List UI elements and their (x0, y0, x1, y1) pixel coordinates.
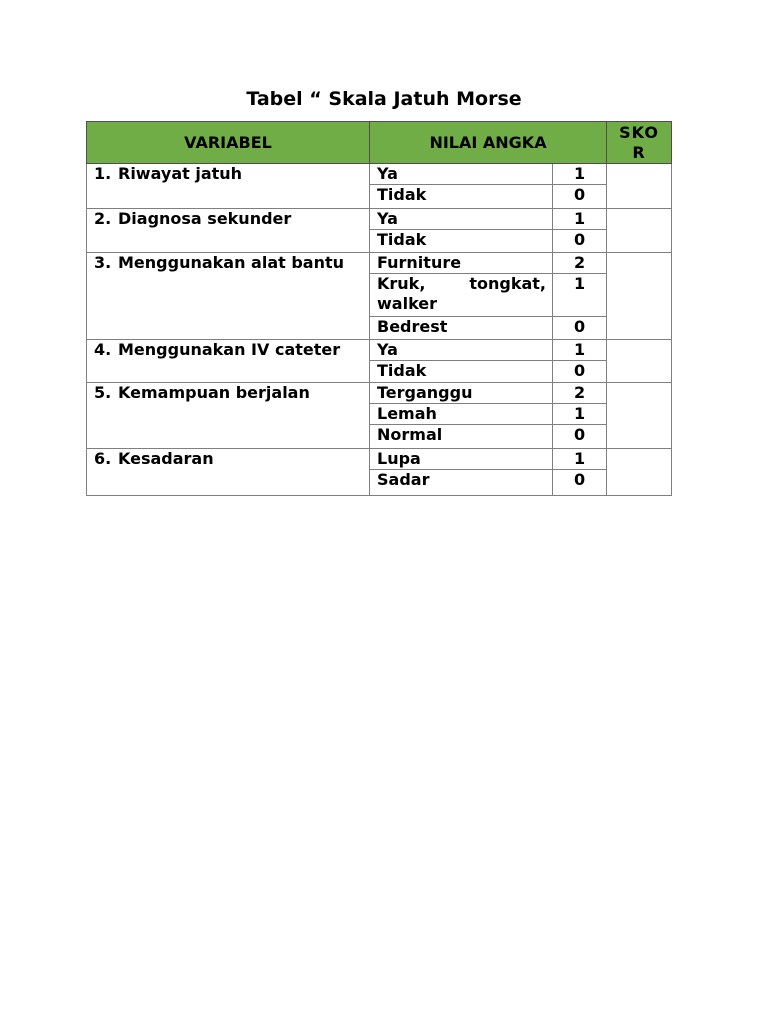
option-label: Terganggu (370, 383, 553, 404)
table-row (87, 209, 672, 230)
variable-number: 1. (94, 164, 112, 183)
option-label: Furniture (370, 253, 553, 274)
option-value: 0 (553, 425, 607, 449)
option-label: Tidak (370, 230, 553, 253)
option-label: Ya (370, 164, 553, 185)
option-value: 1 (553, 340, 607, 361)
variable-cell (87, 449, 370, 496)
option-label: Lupa (370, 449, 553, 470)
variable-cell (87, 340, 370, 383)
header-skor: SKOR (607, 122, 672, 164)
variable-cell (87, 209, 370, 253)
score-cell (607, 209, 672, 253)
variable-cell (87, 253, 370, 340)
option-value: 1 (553, 164, 607, 185)
variable-number: 3. (94, 253, 112, 272)
table-row (87, 164, 672, 185)
option-label: Bedrest (370, 317, 553, 340)
option-label: Kruk, tongkat, walker (370, 274, 553, 317)
option-value: 1 (553, 449, 607, 470)
variable-label: Kemampuan berjalan (118, 383, 310, 402)
option-value: 2 (553, 253, 607, 274)
variable-label: Menggunakan IV cateter (118, 340, 341, 359)
header-variabel: VARIABEL (87, 122, 370, 164)
morse-fall-scale-table (86, 121, 672, 496)
option-label: Tidak (370, 361, 553, 383)
option-label: Normal (370, 425, 553, 449)
option-value: 0 (553, 470, 607, 496)
score-cell (607, 383, 672, 449)
table-header-row (87, 122, 672, 164)
variable-label: Kesadaran (118, 449, 214, 468)
option-value: 0 (553, 361, 607, 383)
option-label: Tidak (370, 185, 553, 209)
option-label: Ya (370, 209, 553, 230)
table-row (87, 253, 672, 274)
score-cell (607, 449, 672, 496)
option-label: Ya (370, 340, 553, 361)
header-nilai-angka: NILAI ANGKA (370, 122, 607, 164)
table-row (87, 449, 672, 470)
option-value: 1 (553, 404, 607, 425)
table-row (87, 340, 672, 361)
option-value: 0 (553, 185, 607, 209)
option-value: 0 (553, 317, 607, 340)
variable-number: 4. (94, 340, 112, 359)
variable-cell (87, 383, 370, 449)
variable-number: 5. (94, 383, 112, 402)
option-value: 0 (553, 230, 607, 253)
table-row (87, 383, 672, 404)
option-value: 1 (553, 274, 607, 317)
option-label: Lemah (370, 404, 553, 425)
variable-number: 2. (94, 209, 112, 228)
score-cell (607, 340, 672, 383)
option-value: 1 (553, 209, 607, 230)
variable-number: 6. (94, 449, 112, 468)
option-label: Sadar (370, 470, 553, 496)
variable-label: Menggunakan alat bantu (118, 253, 345, 272)
variable-cell (87, 164, 370, 209)
page-title: Tabel “ Skala Jatuh Morse (246, 88, 522, 110)
variable-label: Riwayat jatuh (118, 164, 243, 183)
option-value: 2 (553, 383, 607, 404)
variable-label: Diagnosa sekunder (118, 209, 292, 228)
score-cell (607, 253, 672, 340)
score-cell (607, 164, 672, 209)
